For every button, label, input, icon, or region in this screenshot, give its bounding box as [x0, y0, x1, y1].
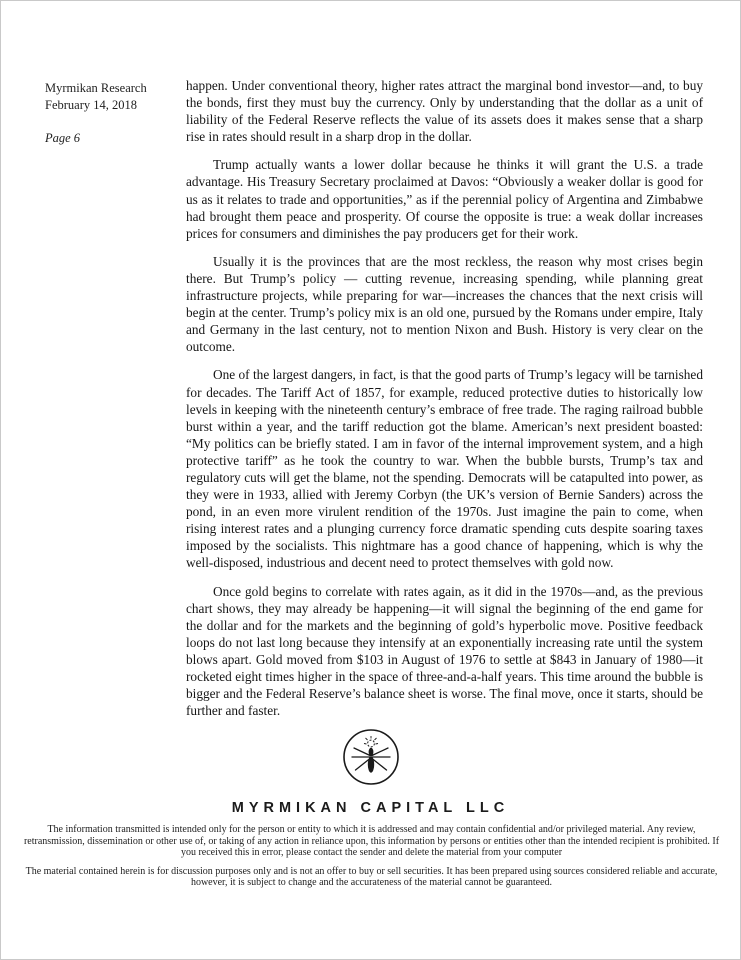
- body-paragraph: One of the largest dangers, in fact, is that the good parts of Trump’s legacy will be tarnished for decades. The Tariff Act of 1857, for example, reduced protective duties to historically low levels in keeping with the nineteenth century’s embrace of free trade. The raging railroad bubble burst within a year, and the tariff reduction got the blame. American’s next president boasted: “My politics can be briefly stated. I am in favor of the internal improvement system, and a high protective tariff” as he took the country to war. When the bubble bursts, Trump’s tax and regulatory cuts will get the blame, not the spending. Democrats will be catapulted into power, as they were in 1933, allied with Jeremy Corbyn (the UK’s version of Bernie Sanders) across the pond, in an even more virulent rendition of the 1970s. Just imagine the pain to come, when rising interest rates and a plunging currency force dramatic spending cuts despite soaring taxes imposed by the socialists. This nightmare has a good chance of happening, which is why the well-disposed, industrious and decent need to protect themselves with gold now.: [186, 367, 703, 571]
- body-paragraph: Trump actually wants a lower dollar because he thinks it will grant the U.S. a trade advantage. His Treasury Secretary proclaimed at Davos: “Obviously a weaker dollar is good for us as it relates to trade and opportunities,” as if the perennial policy of Argentina and Zimbabwe had brought them peace and prosperity. Of course the opposite is true: a weak dollar increases prices for consumers and diminishes the pay producers get for their work.: [186, 157, 703, 241]
- page-number: Page 6: [45, 130, 81, 145]
- disclaimer-text: The information transmitted is intended only for the person or entity to which it is addressed and may contain confidential and/or privileged material. Any review, retransmission, dissemination or other use of, or taking of any action in reliance upon, this information by persons or entities other than the intended recipient is prohibited. If you received this in error, please contact the sender and delete the material from your computer: [23, 824, 720, 859]
- letter-body: [186, 77, 703, 730]
- body-paragraph: Once gold begins to correlate with rates again, as it did in the 1970s—and, as the previous chart shows, they may already be happening—it will signal the beginning of the end game for the dollar and for the markets and the beginning of gold’s hyperbolic move. Positive feedback loops do not last long because they intensify at an exponentially increasing rate until the system blows apart. Gold moved from $103 in August of 1976 to settle at $843 in January of 1980—it rocketed eight times higher in the space of three-and-a-half years. This time around the bubble is bigger and the Federal Reserve’s balance sheet is worse. The final move, once it starts, should be further and faster.: [186, 583, 703, 719]
- page-header: [45, 80, 147, 147]
- body-paragraph: happen. Under conventional theory, higher rates attract the marginal bond investor—and, to buy the bonds, first they must buy the currency. Only by understanding that the dollar as a unit of liability of the Federal Reserve reflects the value of its assets does it makes sense that a sharp rise in rates should result in a sharp drop in the dollar.: [186, 78, 703, 145]
- publication-title: Myrmikan Research: [45, 81, 147, 95]
- ant-logo-icon: [341, 727, 401, 787]
- logo-section: [1, 727, 740, 816]
- disclaimer-text: The material contained herein is for discussion purposes only and is not an offer to buy or sell securities. It has been prepared using sources considered reliable and accurate, however, it is subject to change and the accurateness of the material cannot be guaranteed.: [25, 865, 718, 889]
- footer-disclaimers: [21, 824, 722, 896]
- publication-date: February 14, 2018: [45, 97, 137, 112]
- company-name: MYRMIKAN CAPITAL LLC: [231, 800, 510, 816]
- body-paragraph: Usually it is the provinces that are the most reckless, the reason why most crises begin there. But Trump’s policy — cutting revenue, increasing spending, while planning great infrastructure projects, while preparing for war—increases the chances that the next crisis will begin at the center. Trump’s policy mix is an old one, pursued by the Romans under empire, Italy and Germany in the last century, not to mention Nixon and Bush. History is very clear on the outcome.: [186, 253, 703, 355]
